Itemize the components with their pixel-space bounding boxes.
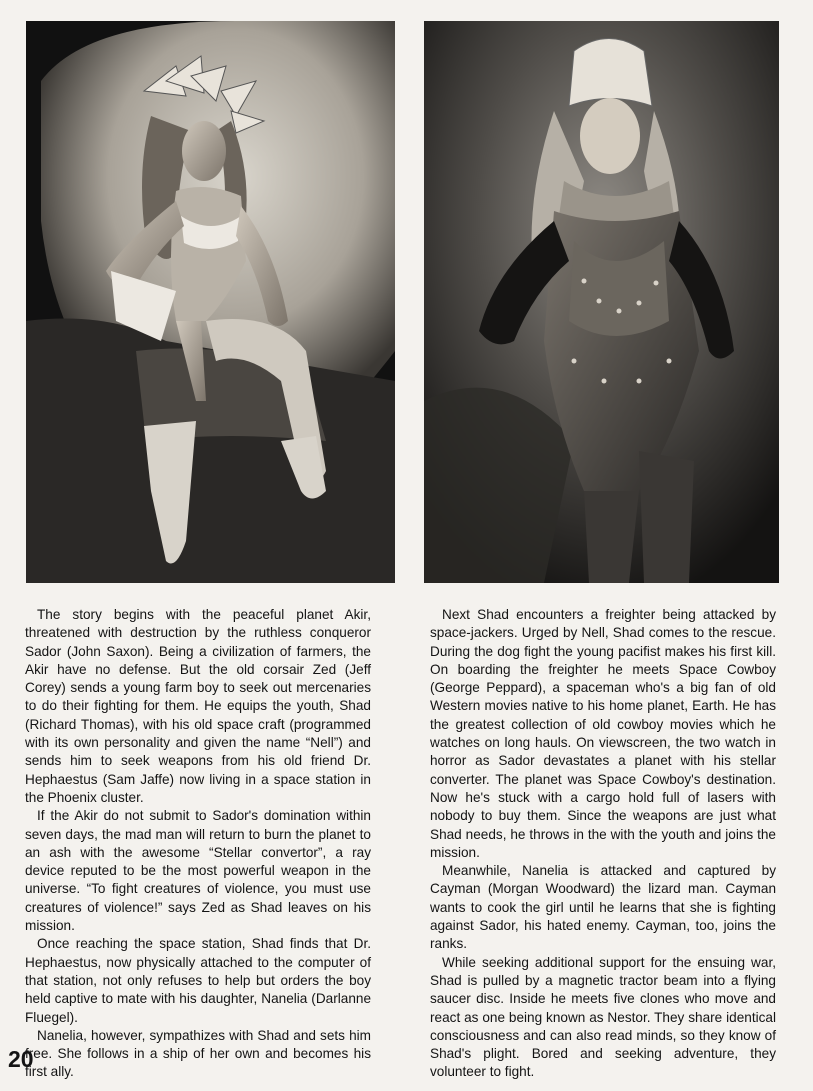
photo-left-illustration [26,21,395,583]
woman-in-feathered-headdress-costume-photo [26,21,395,583]
paragraph: While seeking additional support for the ensuing war, Shad is pulled by a magnetic tractor beam into a flying saucer disc. Inside he meets five clones who move and react as one being known as Nestor. They share identical consciousness and can also read minds, so they know of Shad's plight. Bored and seeking adventure, they volunteer to fight. [430,954,776,1080]
article-column-left [25,606,371,1082]
paragraph: The story begins with the peaceful planet Akir, threatened with destruction by the ruthless conqueror Sador (John Saxon). Being a civilization of farmers, the Akir have no defense. But the old corsair Zed (Jeff Corey) sends a young farm boy to seek out mercenaries to do their fighting for them. He equips the youth, Shad (Richard Thomas), with his old space craft (programmed with its own personality and given the name “Nell”) and sends him to seek weapons from his old friend Dr. Hephaestus (Sam Jaffe) now living in a space station in the Phoenix cluster. [25,607,371,805]
paragraph: Nanelia, however, sympathizes with Shad and sets him free. She follows in a ship of her own and becomes his first ally. [25,1027,371,1080]
paragraph: Next Shad encounters a freighter being attacked by space-jackers. Urged by Nell, Shad comes to the rescue. During the dog fight the young pacifist makes his first kill. On boarding the freighter he meets Space Cowboy (George Peppard), a spaceman who's a big fan of old Western movies native to his home planet, Earth. He has the greatest collection of old cowboy movies which he watches on long hauls. On viewscreen, the two watch in horror as Sador devastates a planet with his stellar converter. The planet was Space Cowboy's destination. Now he's stuck with a cargo hold full of lasers with nobody to buy them. Since the weapons are just what Shad needs, he throws in the with the youth and joins the mission. [430,607,776,860]
paragraph: Meanwhile, Nanelia is attacked and captured by Cayman (Morgan Woodward) the lizard man. Cayman wants to cook the girl until he learns that she is fighting against Sador, his hated enemy. Cayman, too, joins the ranks. [430,863,776,952]
paragraph: Once reaching the space station, Shad finds that Dr. Hephaestus, now physically attached to the computer of that station, not only refuses to help but orders the boy held captive to mate with his daughter, Nanelia (Darlanne Fluegel). [25,936,371,1025]
photo-right-illustration [424,21,779,583]
woman-in-helmet-and-bodysuit-costume-photo [424,21,779,583]
article-column-right [430,606,776,1082]
page-number: 20 [8,1046,34,1072]
paragraph: If the Akir do not submit to Sador's domination within seven days, the mad man will return to burn the planet to an ash with the awesome “Stellar convertor”, a ray device reputed to be the most powerful weapon in the universe. “To fight creatures of violence, you must use creatures of violence!” says Zed as Shad leaves on his mission. [25,808,371,934]
